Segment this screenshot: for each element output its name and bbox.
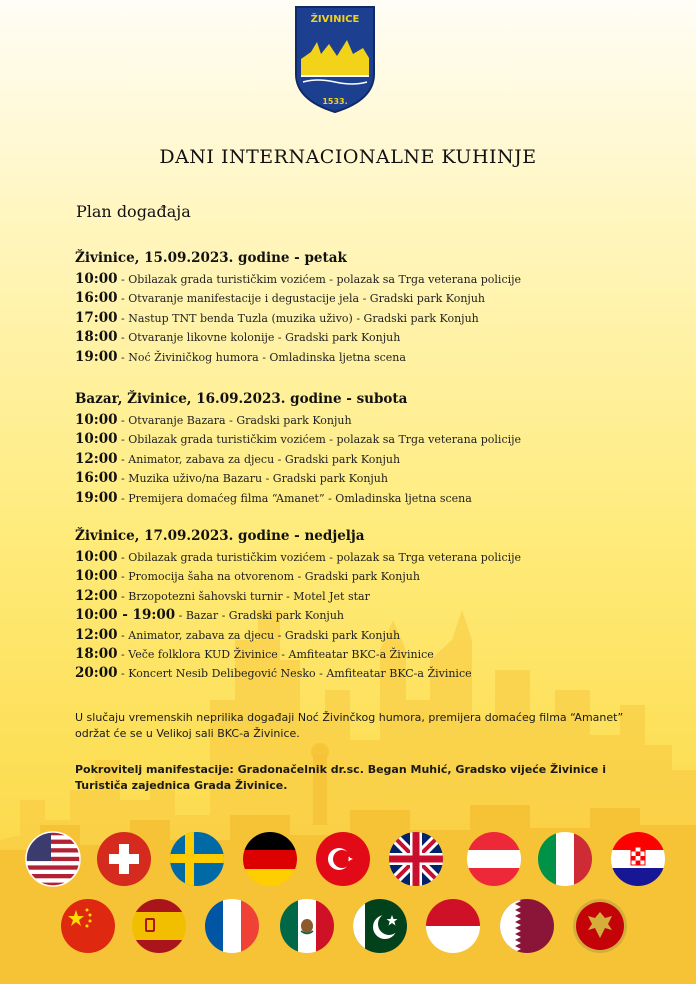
event-time: 16:00 — [75, 470, 118, 487]
sweden-flag — [169, 831, 225, 887]
event-text: - Promocija šaha na otvorenom - Gradski park Konjuh — [117, 570, 420, 584]
event-text: - Premijera domaćeg filma “Amanet” - Omladinska ljetna scena — [117, 491, 472, 505]
day-heading: Živinice, 17.09.2023. godine - nedjelja — [75, 528, 365, 544]
austria-flag — [466, 831, 522, 887]
event-text: - Brzopotezni šahovski turnir - Motel Jet star — [117, 589, 370, 603]
china-flag — [60, 898, 116, 954]
event-time: 10:00 — [75, 412, 118, 428]
event-time: 12:00 — [75, 450, 118, 467]
weather-note: U slučaju vremenskih neprilika događaji Noć Živinčkog humora, premijera domaćeg filma “Amanet” održat će se u Velikoj sali BKC-a Živinice. — [75, 711, 624, 740]
indonesia-flag — [425, 898, 481, 954]
event-time: 16:00 — [75, 290, 118, 307]
event-time: 20:00 — [75, 665, 118, 682]
sponsor-note: Pokrovitelj manifestacije: Gradonačelnik dr.sc. Began Muhić, Gradsko vijeće Živinice i Turističa zajednica Grada Živinice. — [75, 763, 606, 792]
day-heading: Bazar, Živinice, 16.09.2023. godine - subota — [75, 391, 408, 407]
qatar-flag — [499, 898, 555, 954]
event-text: - Noć Živiničkog humora - Omladinska ljetna scena — [117, 350, 406, 364]
event-row — [75, 289, 521, 308]
germany-flag — [242, 831, 298, 887]
event-row — [75, 450, 521, 469]
crest-year: 1533. — [322, 97, 348, 106]
zivinice-crest-logo — [293, 4, 377, 114]
event-time: 10:00 — [75, 549, 118, 565]
event-time: 12:00 — [75, 587, 118, 604]
event-row — [75, 328, 521, 347]
event-time: 10:00 — [75, 431, 118, 448]
montenegro-flag — [572, 898, 628, 954]
plan-heading: Plan događaja — [76, 202, 191, 221]
event-time: 10:00 — [75, 271, 118, 287]
event-row — [75, 270, 521, 289]
event-row — [75, 567, 521, 586]
france-flag — [204, 898, 260, 954]
event-time: 12:00 — [75, 626, 118, 643]
event-row — [75, 489, 521, 508]
event-text: - Obilazak grada turističkim vozićem - polazak sa Trga veterana policije — [117, 273, 522, 286]
switzerland-flag — [96, 831, 152, 887]
event-text: - Animator, zabava za djecu - Gradski park Konjuh — [117, 452, 401, 466]
mexico-flag — [279, 898, 335, 954]
italy-flag — [537, 831, 593, 887]
day-section-1 — [75, 249, 521, 367]
event-text: - Obilazak grada turističkim vozićem - polazak sa Trga veterana policije — [117, 551, 522, 564]
event-row — [75, 411, 521, 430]
event-row — [75, 626, 521, 645]
day-section-2 — [75, 390, 521, 508]
event-time: 10:00 - 19:00 — [75, 607, 176, 624]
event-text: - Muzika uživo/na Bazaru - Gradski park Konjuh — [117, 472, 388, 486]
event-row — [75, 309, 521, 328]
event-text: - Otvaranje Bazara - Gradski park Konjuh — [117, 414, 352, 427]
event-text: - Otvaranje likovne kolonije - Gradski park Konjuh — [117, 331, 401, 345]
event-row — [75, 348, 521, 367]
day-heading: Živinice, 15.09.2023. godine - petak — [75, 250, 347, 266]
event-text: - Nastup TNT benda Tuzla (muzika uživo) - Gradski park Konjuh — [117, 311, 479, 325]
event-text: - Obilazak grada turističkim vozićem - polazak sa Trga veterana policije — [117, 433, 522, 447]
turkey-flag — [315, 831, 371, 887]
event-time: 10:00 — [75, 568, 118, 585]
event-row — [75, 548, 521, 567]
event-time: 18:00 — [75, 645, 118, 662]
crest-name: ŽIVINICE — [310, 14, 360, 25]
event-text: - Animator, zabava za djecu - Gradski park Konjuh — [117, 628, 401, 642]
spain-flag — [131, 898, 187, 954]
usa-flag — [25, 831, 81, 887]
pakistan-flag — [352, 898, 408, 954]
uk-flag — [388, 831, 444, 887]
event-time: 19:00 — [75, 489, 118, 506]
event-row — [75, 606, 521, 625]
croatia-flag — [610, 831, 666, 887]
event-text: - Veče folklora KUD Živinice - Amfiteatar BKC-a Živinice — [117, 647, 434, 661]
event-row — [75, 587, 521, 606]
page-title: DANI INTERNACIONALNE KUHINJE — [159, 146, 537, 168]
day-section-3 — [75, 527, 521, 684]
event-text: - Bazar - Gradski park Konjuh — [175, 609, 344, 623]
event-row — [75, 645, 521, 664]
event-row — [75, 430, 521, 449]
event-text: - Koncert Nesib Delibegović Nesko - Amfiteatar BKC-a Živinice — [117, 667, 472, 681]
event-row — [75, 469, 521, 488]
event-time: 19:00 — [75, 348, 118, 365]
event-time: 18:00 — [75, 329, 118, 346]
event-text: - Otvaranje manifestacije i degustacije jela - Gradski park Konjuh — [117, 292, 486, 306]
event-time: 17:00 — [75, 309, 118, 326]
event-row — [75, 664, 521, 683]
